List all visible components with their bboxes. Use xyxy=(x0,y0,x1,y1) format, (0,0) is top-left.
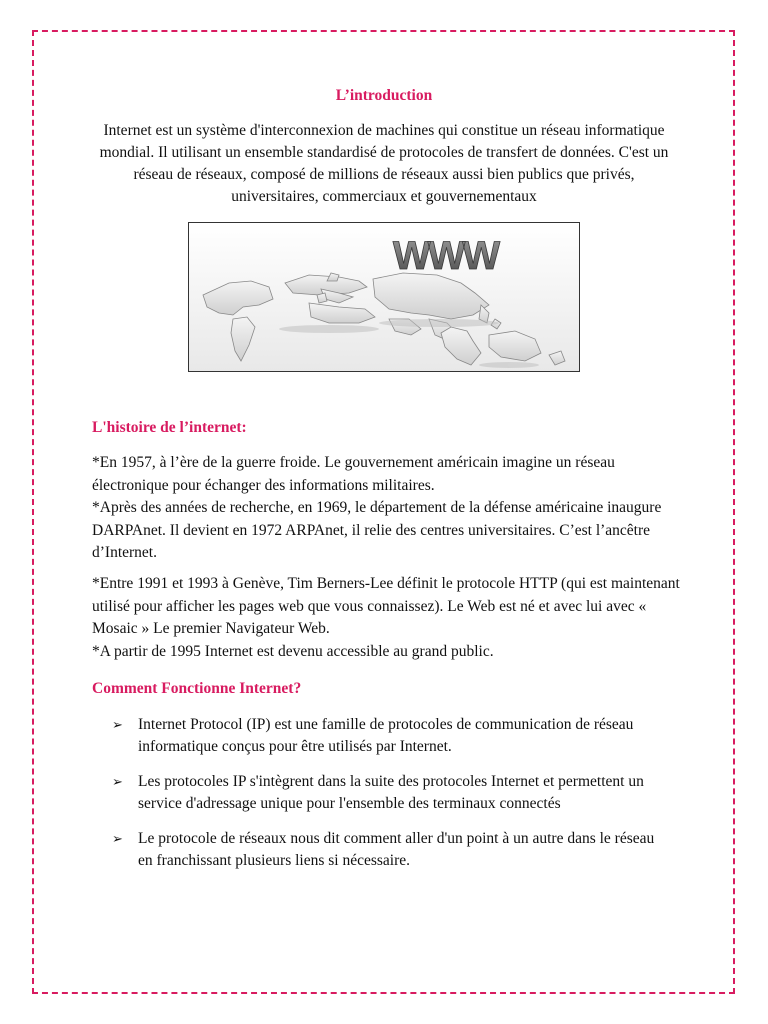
arrow-bullet-icon: ➢ xyxy=(112,831,123,846)
history-title: L'histoire de l’internet: xyxy=(92,419,247,436)
list-item xyxy=(112,714,672,757)
world-map-www-image xyxy=(188,222,580,372)
intro-text: Internet est un système d'interconnexion de machines qui constitue un réseau informatique mondial. Il utilisant un ensemble standardisé de protocoles de transfert de données. C'est un réseau de réseaux, composé de millions de réseaux aussi bien publics que privés, universitaires, commerciaux et gouvernementaux xyxy=(99,122,669,205)
bullet-text-ip: Internet Protocol (IP) est une famille de protocoles de communication de réseau informatique conçus pour être utilisés par Internet. xyxy=(138,716,634,755)
history-paragraph-1 xyxy=(92,452,692,565)
how-bullet-list xyxy=(112,714,672,871)
arrow-bullet-icon: ➢ xyxy=(112,774,123,789)
arrow-bullet-icon: ➢ xyxy=(112,717,123,732)
history-item-1957: *En 1957, à l’ère de la guerre froide. Le gouvernement américain imagine un réseau électronique pour échanger des informations militaires. xyxy=(92,454,615,494)
intro-title: L’introduction xyxy=(335,87,433,104)
history-item-1991: *Entre 1991 et 1993 à Genève, Tim Berners-Lee définit le protocole HTTP (qui est maintenant utilisé pour afficher les pages web que vous connaissez). Le Web est né et avec lui avec « Mosaic » Le premier Navigateur Web. xyxy=(92,575,680,637)
how-title: Comment Fonctionne Internet? xyxy=(92,680,302,697)
history-item-1969: *Après des années de recherche, en 1969, le département de la défense américaine inaugure DARPAnet. Il devient en 1972 ARPAnet, il relie des centres universitaires. C’est l’ancêtre d’Internet. xyxy=(92,499,662,561)
history-paragraph-2 xyxy=(92,573,692,663)
bullet-text-routing: Le protocole de réseaux nous dit comment aller d'un point à un autre dans le réseau en franchissant plusieurs liens si nécessaire. xyxy=(138,830,655,869)
list-item xyxy=(112,771,672,814)
world-map-illustration xyxy=(189,223,580,372)
list-item xyxy=(112,828,672,871)
bullet-text-protocols: Les protocoles IP s'intègrent dans la suite des protocoles Internet et permettent un service d'adressage unique pour l'ensemble des terminaux connectés xyxy=(138,773,644,812)
www-label: WWW xyxy=(392,234,498,278)
history-item-1995: *A partir de 1995 Internet est devenu accessible au grand public. xyxy=(92,642,494,660)
